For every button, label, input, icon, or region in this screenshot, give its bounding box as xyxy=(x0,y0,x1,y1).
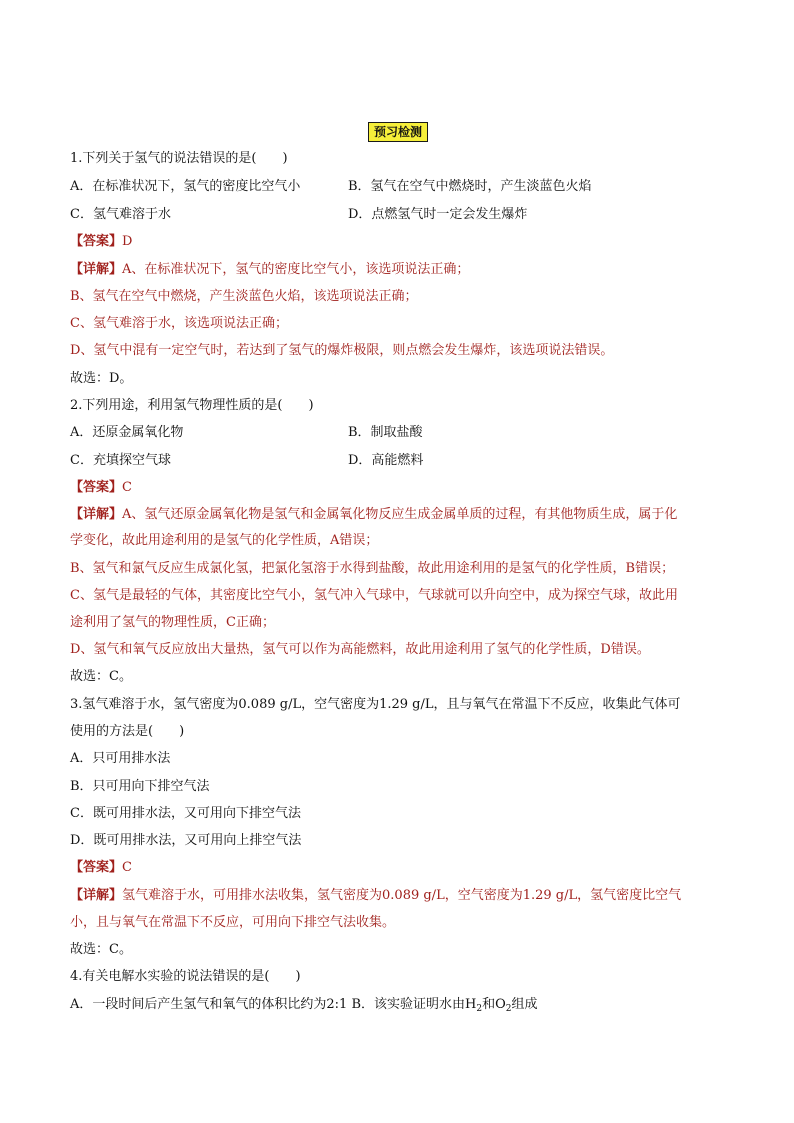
q1-option-d: D．点燃氢气时一定会发生爆炸 xyxy=(348,207,528,222)
q2-option-a: A．还原金属氧化物 xyxy=(70,425,184,440)
detail-label: 【详解】 xyxy=(70,262,123,277)
q3-detail-1b: 小，且与氧气在常温下不反应，可用向下排空气法收集。 xyxy=(70,915,396,930)
q1-detail-2: B、氢气在空气中燃烧，产生淡蓝色火焰，该选项说法正确； xyxy=(70,289,418,304)
detail-label: 【详解】 xyxy=(70,888,123,903)
q4-option-b-text-1: B．该实验证明水由H xyxy=(351,997,477,1012)
answer-value: D xyxy=(122,234,133,249)
detail-text: A、在标准状况下，氢气的密度比空气小，该选项说法正确； xyxy=(122,262,470,277)
q3-option-a: A．只可用排水法 xyxy=(70,751,171,766)
detail-text: 氢气难溶于水，可用排水法收集，氢气密度为0.089 g/L，空气密度为1.29 g/L，氢气密度比空气 xyxy=(122,888,682,903)
detail-text: A、氢气还原金属氧化物是氢气和金属氧化物反应生成金属单质的过程，有其他物质生成，属于化 xyxy=(122,507,678,522)
detail-label: 【详解】 xyxy=(70,507,123,522)
q2-answer xyxy=(70,480,730,496)
q1-option-c: C．氢气难溶于水 xyxy=(70,207,171,222)
section-title: 预习检测 xyxy=(368,122,428,142)
q2-stem: 2.下列用途，利用氢气物理性质的是( ) xyxy=(70,398,314,413)
q1-option-a: A．在标准状况下，氢气的密度比空气小 xyxy=(70,179,301,194)
answer-label: 【答案】 xyxy=(70,234,123,249)
q3-answer xyxy=(70,860,730,876)
q1-answer xyxy=(70,234,730,250)
q4-option-b-text-2: 和O xyxy=(482,997,506,1012)
q1-option-b: B．氢气在空气中燃烧时，产生淡蓝色火焰 xyxy=(348,179,592,194)
q2-option-d: D．高能燃料 xyxy=(348,453,424,468)
q1-detail-3: C、氢气难溶于水，该选项说法正确； xyxy=(70,316,288,331)
q4-option-a: A．一段时间后产生氢气和氧气的体积比约为2:1 xyxy=(70,997,348,1012)
q2-detail-4: D、氢气和氧气反应放出大量热，氢气可以作为高能燃料，故此用途利用了氢气的化学性质，D错误。 xyxy=(70,642,650,657)
q4-option-b xyxy=(351,997,537,1012)
q2-detail-1b: 学变化，故此用途利用的是氢气的化学性质，A错误； xyxy=(70,533,379,548)
subscript: 2 xyxy=(505,1004,512,1014)
q1-detail-1 xyxy=(70,262,730,278)
answer-value: C xyxy=(122,480,132,495)
q1-stem: 1.下列关于氢气的说法错误的是( ) xyxy=(70,151,288,166)
q3-option-b: B．只可用向下排空气法 xyxy=(70,779,210,794)
q2-detail-2: B、氢气和氯气反应生成氯化氢，把氯化氢溶于水得到盐酸，故此用途利用的是氢气的化学性质，B错误； xyxy=(70,561,675,576)
q4-options-ab xyxy=(70,997,730,1014)
q2-detail-3a: C、氢气是最轻的气体，其密度比空气小，氢气冲入气球中，气球就可以升向空中，成为探空气球，故此用 xyxy=(70,588,678,603)
q2-option-b: B．制取盐酸 xyxy=(348,425,423,440)
q3-stem-2: 使用的方法是( ) xyxy=(70,724,185,739)
q1-detail-4: D、氢气中混有一定空气时，若达到了氢气的爆炸极限，则点燃会发生爆炸，该选项说法错误。 xyxy=(70,343,614,358)
q3-detail-1a xyxy=(70,888,730,904)
q4-option-b-text-3: 组成 xyxy=(511,997,538,1012)
q3-stem-1: 3.氢气难溶于水，氢气密度为0.089 g/L，空气密度为1.29 g/L，且与氧气在常温下不反应，收集此气体可 xyxy=(70,697,681,712)
q3-option-d: D．既可用排水法，又可用向上排空气法 xyxy=(70,833,302,848)
answer-label: 【答案】 xyxy=(70,480,123,495)
q2-conclusion: 故选：C。 xyxy=(70,669,132,684)
q3-conclusion: 故选：C。 xyxy=(70,942,132,957)
q3-option-c: C．既可用排水法，又可用向下排空气法 xyxy=(70,806,301,821)
q4-stem: 4.有关电解水实验的说法错误的是( ) xyxy=(70,969,301,984)
answer-value: C xyxy=(122,860,132,875)
q1-conclusion: 故选：D。 xyxy=(70,371,133,386)
q2-option-c: C．充填探空气球 xyxy=(70,453,171,468)
q2-detail-1a xyxy=(70,507,730,523)
subscript: 2 xyxy=(476,1004,483,1014)
q2-detail-3b: 途利用了氢气的物理性质，C正确； xyxy=(70,615,275,630)
answer-label: 【答案】 xyxy=(70,860,123,875)
